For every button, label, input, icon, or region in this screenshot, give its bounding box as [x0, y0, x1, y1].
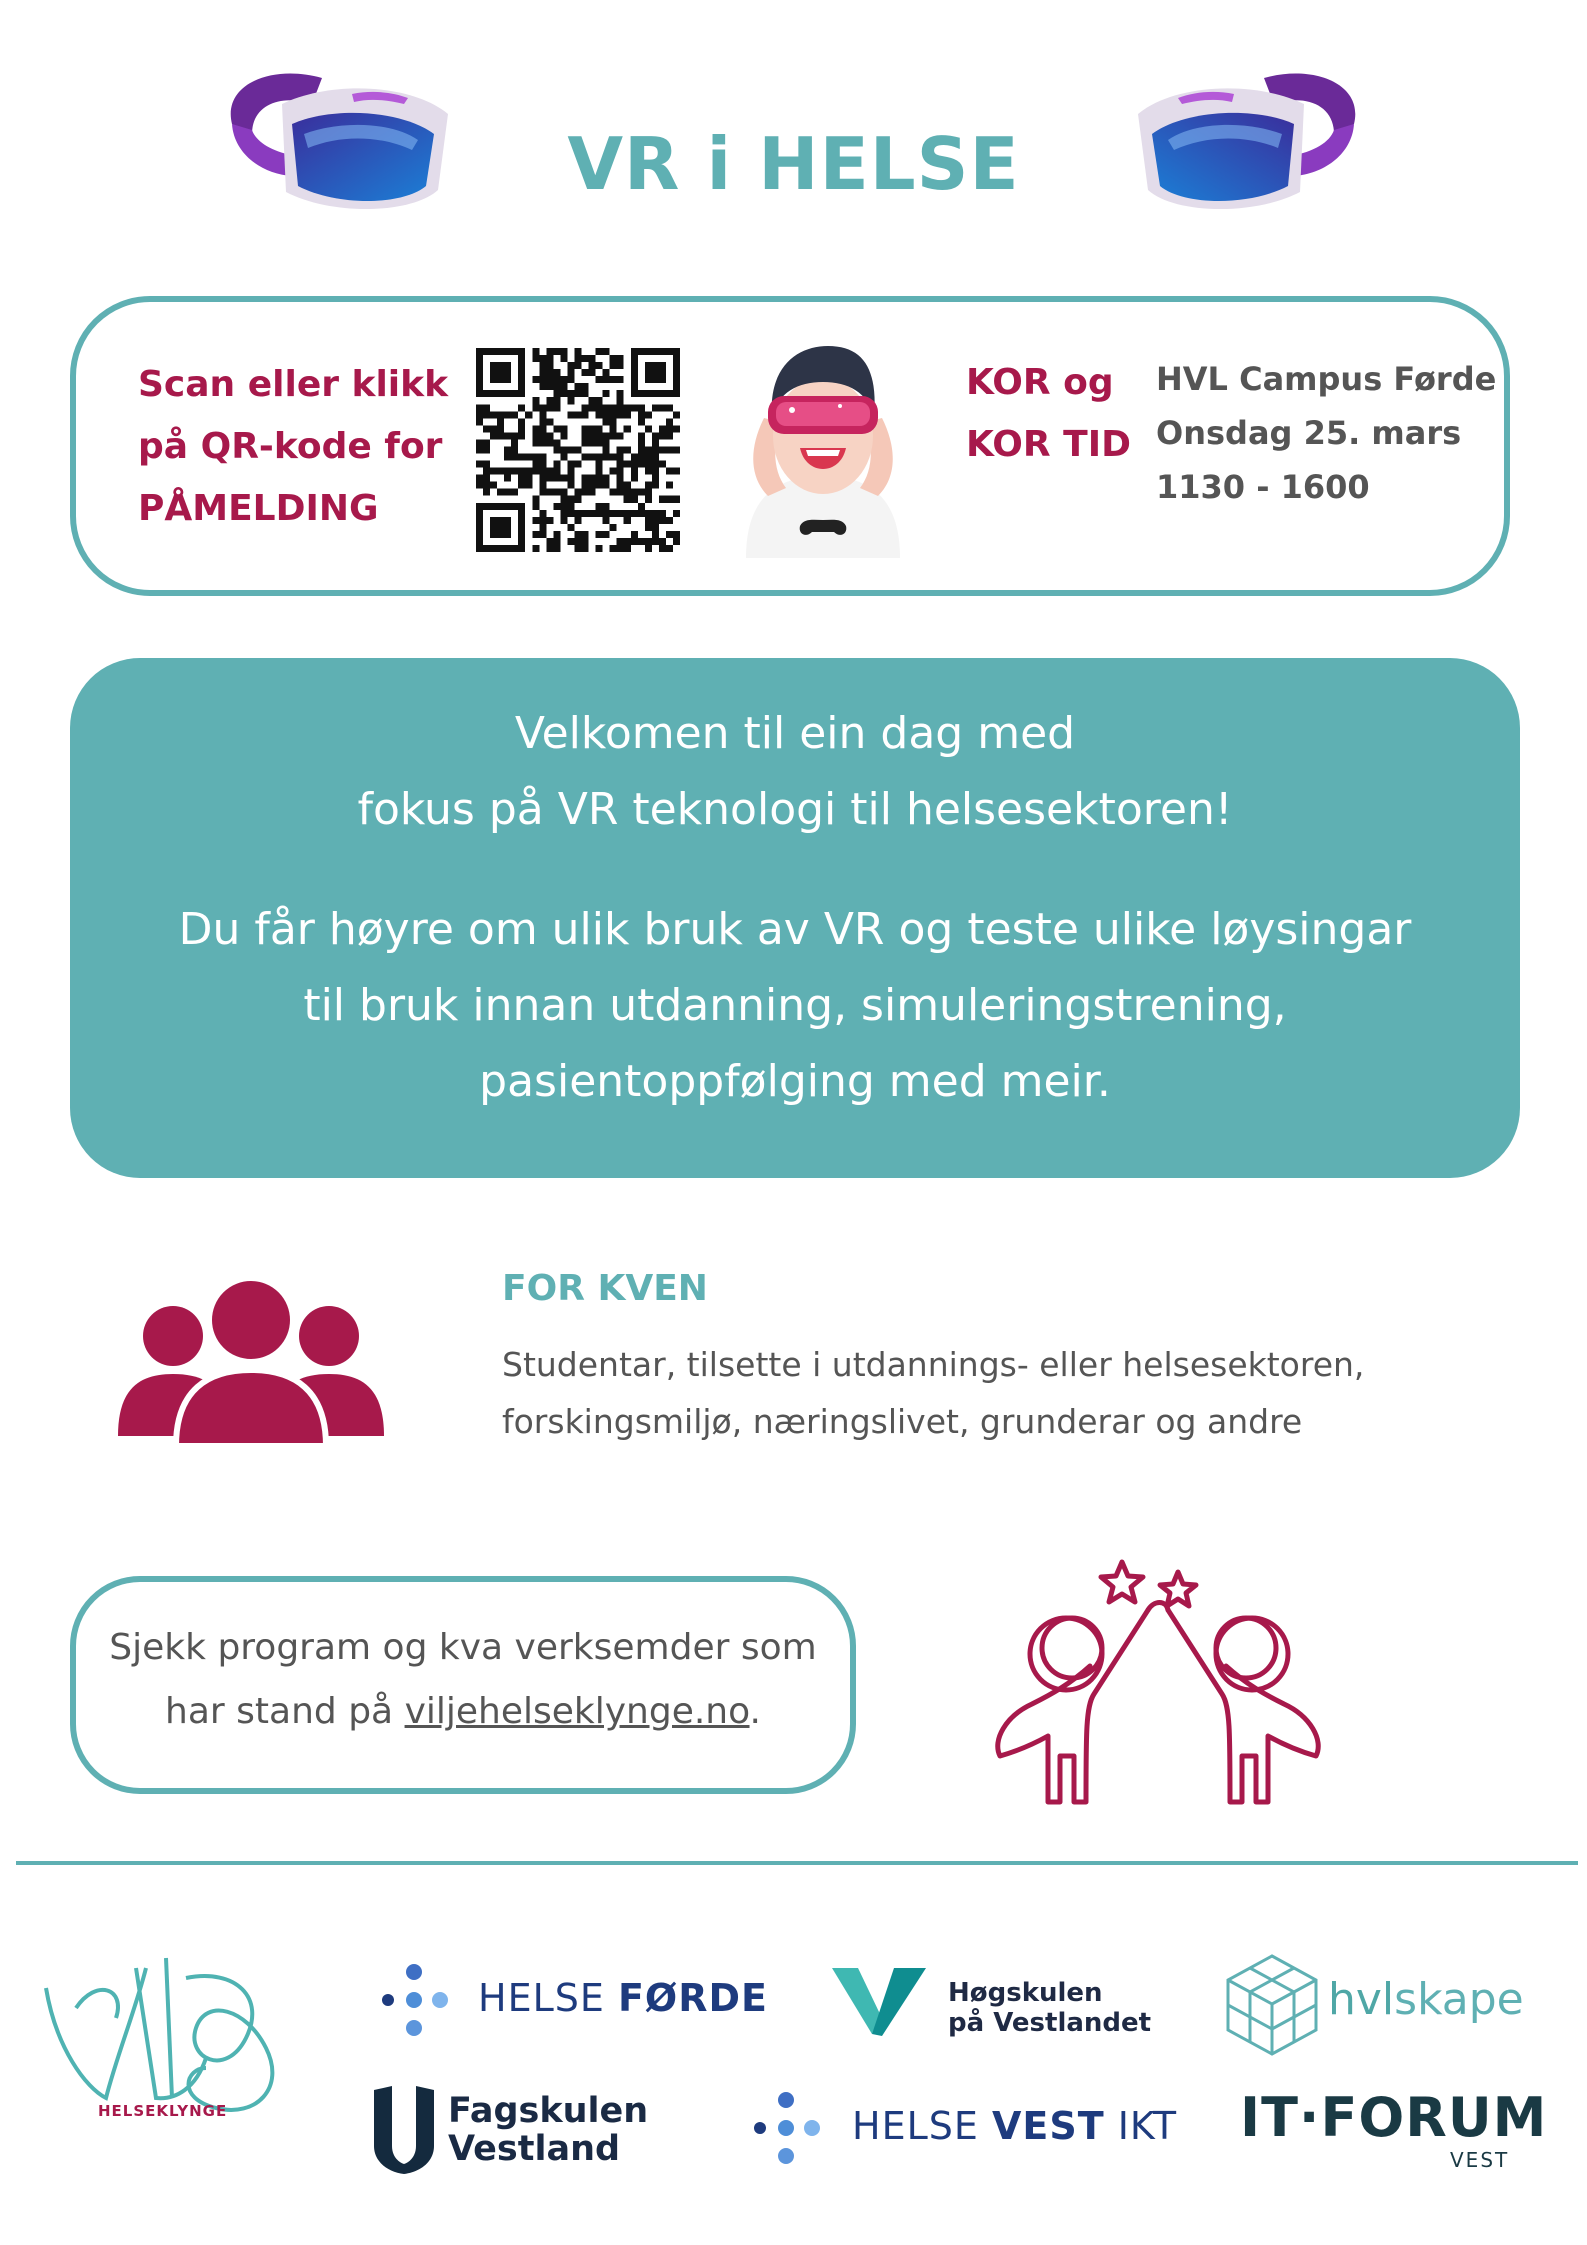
welcome-text-1: Velkomen til ein dag med fokus på VR teknologi til helsesektoren! — [357, 708, 1233, 835]
vr-headset-icon-right — [1124, 64, 1374, 224]
it-forum-vest-logo: IT·FORUM VEST — [1240, 2086, 1548, 2172]
vilje-helseklynge-logo — [36, 1948, 286, 2158]
audience-description: Studentar, tilsette i utdannings- eller helsesektoren, forskingsmiljø, næringslivet, grunderar og andre — [502, 1345, 1365, 1441]
footer-divider — [16, 1861, 1578, 1865]
helse-forde-logo: HELSE FØRDE — [380, 1960, 760, 2040]
vr-headset-icon-left — [212, 64, 462, 224]
event-location: HVL Campus Førde — [1156, 360, 1497, 398]
hvlskape-cube-icon — [1224, 1952, 1320, 2056]
fagskulen-shield-icon — [374, 2086, 434, 2174]
scan-instructions: Scan eller klikk på QR-kode for PÅMELDING — [138, 364, 449, 529]
hvl-v-icon — [832, 1964, 932, 2038]
helse-forde-dots-icon — [380, 1960, 460, 2040]
qr-code-icon[interactable] — [476, 348, 680, 552]
event-date: Onsdag 25. mars — [1156, 414, 1462, 452]
welcome-text-2: Du får høyre om ulik bruk av VR og teste ulike løysingar til bruk innan utdanning, simuleringstrening, pasientoppfølging med meir. — [178, 904, 1412, 1107]
page-title: VR i HELSE — [567, 122, 1020, 206]
fagskulen-vestland-logo: Fagskulen Vestland — [374, 2086, 674, 2176]
program-text: Sjekk program og kva verksemder som har stand på viljehelseklynge.no. — [109, 1627, 817, 1732]
event-time: 1130 - 1600 — [1156, 468, 1370, 506]
vilje-logo-icon — [36, 1948, 286, 2118]
website-link[interactable]: viljehelseklynge.no — [404, 1691, 750, 1732]
kor-label: KOR og KOR TID — [966, 362, 1131, 465]
high-five-icon — [970, 1556, 1340, 1806]
helse-vest-ikt-logo: HELSE VEST IKT — [752, 2088, 1172, 2168]
vilje-wordmark: HELSEKLYNGE — [98, 2102, 228, 2120]
event-details — [1156, 352, 1496, 514]
people-group-icon — [118, 1278, 384, 1446]
audience-title: FOR KVEN — [502, 1268, 708, 1309]
hvl-logo: Høgskulen på Vestlandet — [832, 1964, 1162, 2044]
vr-kid-illustration-icon — [728, 326, 918, 566]
hvlskape-logo: hvlskape — [1224, 1952, 1524, 2056]
helse-vest-dots-icon — [752, 2088, 832, 2168]
